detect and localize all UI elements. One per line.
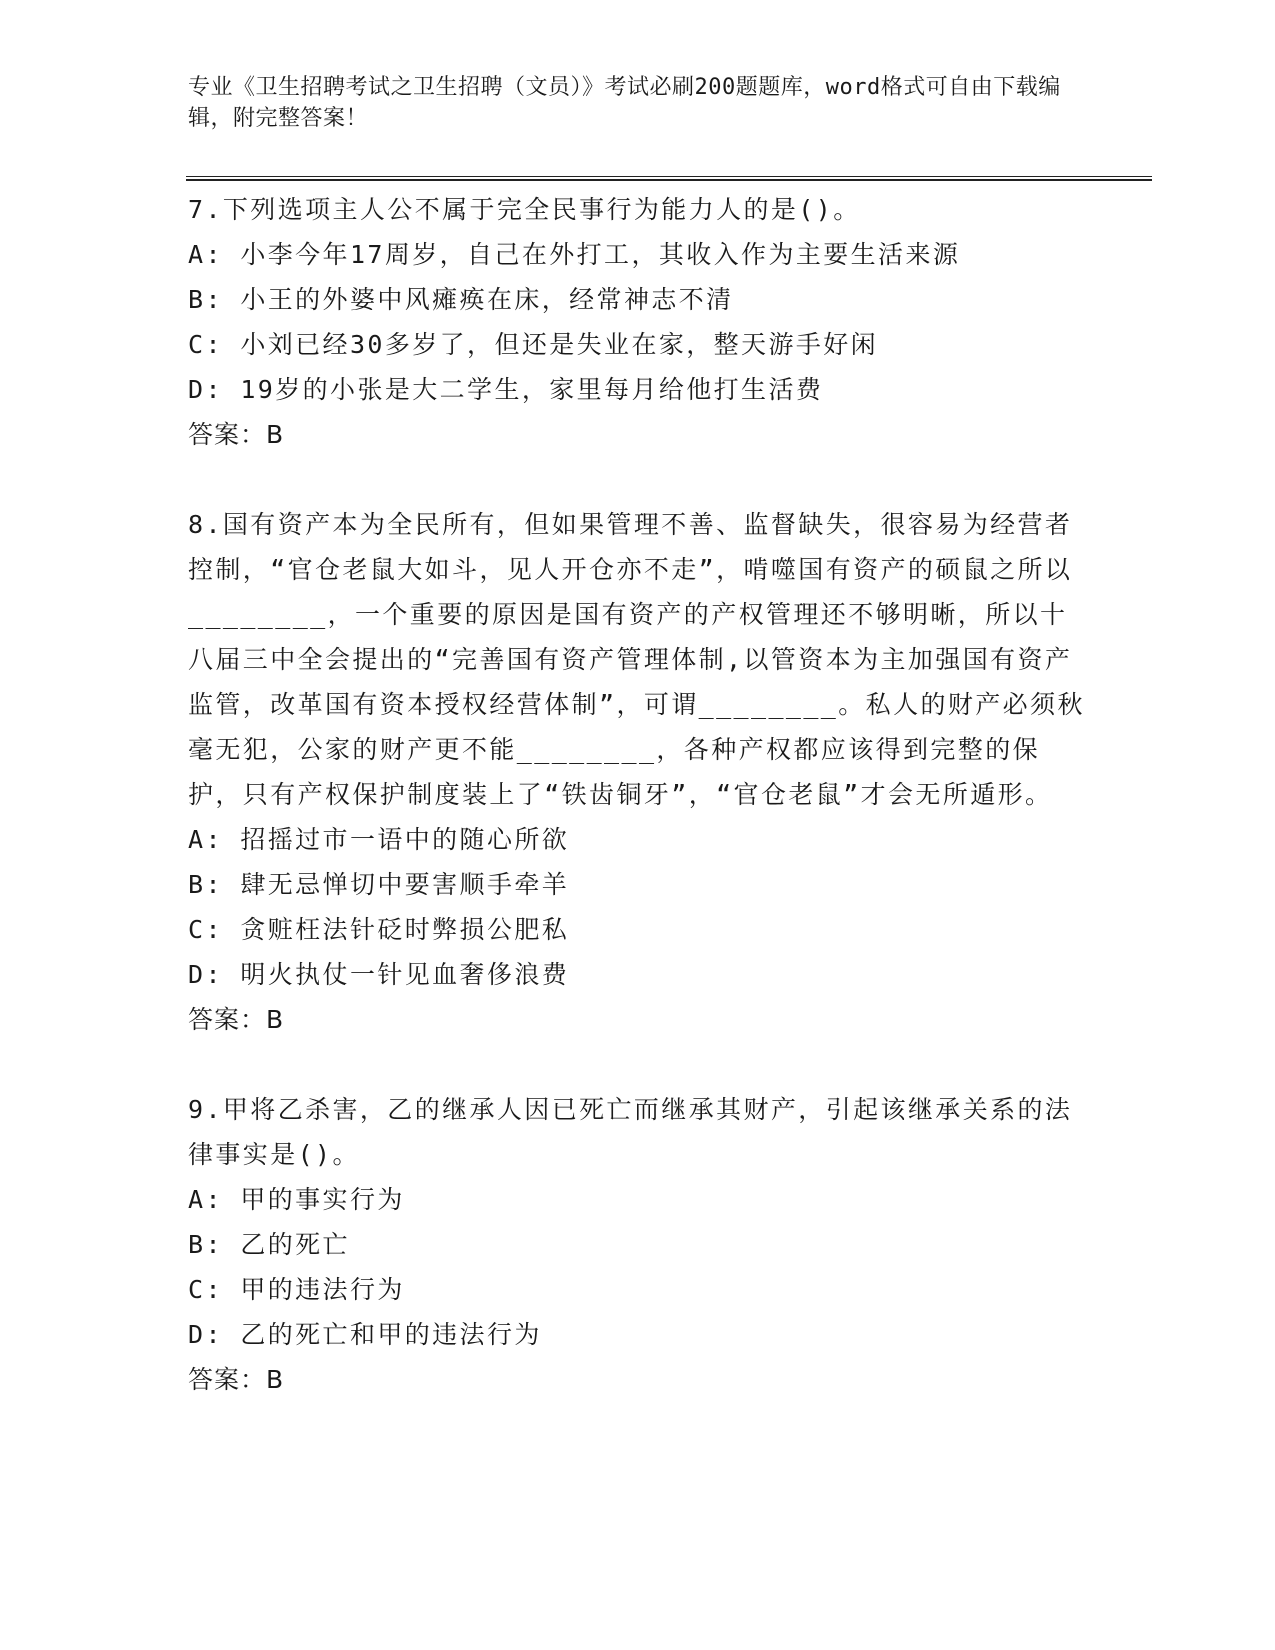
option-b: B: 乙的死亡 — [188, 1230, 350, 1259]
question-stem: 8.国有资产本为全民所有，但如果管理不善、监督缺失，很容易为经营者控制，“官仓老鼠大如斗，见人开仓亦不走”，啃噬国有资产的硕鼠之所以________，一个重要的原因是国有资产的产权管理还不够明晰，所以十八届三中全会提出的“完善国有资产管理体制,以管资本为主加强国有资产监管，改革国有资本授权经营体制”，可谓________。私人的财产必须秋毫无犯，公家的财产更不能________，各种产权都应该得到完整的保护，只有产权保护制度装上了“铁齿铜牙”，“官仓老鼠”才会无所遁形。 — [188, 510, 1085, 809]
question-9 — [188, 1087, 1088, 1402]
option-d: D: 乙的死亡和甲的违法行为 — [188, 1320, 542, 1349]
answer: 答案：B — [188, 1005, 285, 1034]
option-d: D: 明火执仗一针见血奢侈浪费 — [188, 960, 570, 989]
question-stem: 9.甲将乙杀害，乙的继承人因已死亡而继承其财产，引起该继承关系的法律事实是()。 — [188, 1095, 1073, 1169]
answer: 答案：B — [188, 1365, 285, 1394]
option-d: D: 19岁的小张是大二学生，家里每月给他打生活费 — [188, 375, 824, 404]
option-b: B: 肆无忌惮切中要害顺手牵羊 — [188, 870, 570, 899]
option-c: C: 小刘已经30多岁了，但还是失业在家，整天游手好闲 — [188, 330, 879, 359]
option-a: A: 小李今年17周岁，自己在外打工，其收入作为主要生活来源 — [188, 240, 961, 269]
option-a: A: 甲的事实行为 — [188, 1185, 405, 1214]
option-b: B: 小王的外婆中风瘫痪在床，经常神志不清 — [188, 285, 734, 314]
answer: 答案：B — [188, 420, 285, 449]
question-8 — [188, 502, 1088, 1042]
question-stem: 7.下列选项主人公不属于完全民事行为能力人的是()。 — [188, 195, 861, 224]
header-divider — [186, 176, 1152, 181]
question-list — [188, 187, 1088, 1402]
option-a: A: 招摇过市一语中的随心所欲 — [188, 825, 570, 854]
document-header: 专业《卫生招聘考试之卫生招聘（文员）》考试必刷200题题库，word格式可自由下载编辑，附完整答案！ — [188, 75, 1061, 131]
option-c: C: 贪赃枉法针砭时弊损公肥私 — [188, 915, 570, 944]
option-c: C: 甲的违法行为 — [188, 1275, 405, 1304]
question-7 — [188, 187, 1088, 457]
